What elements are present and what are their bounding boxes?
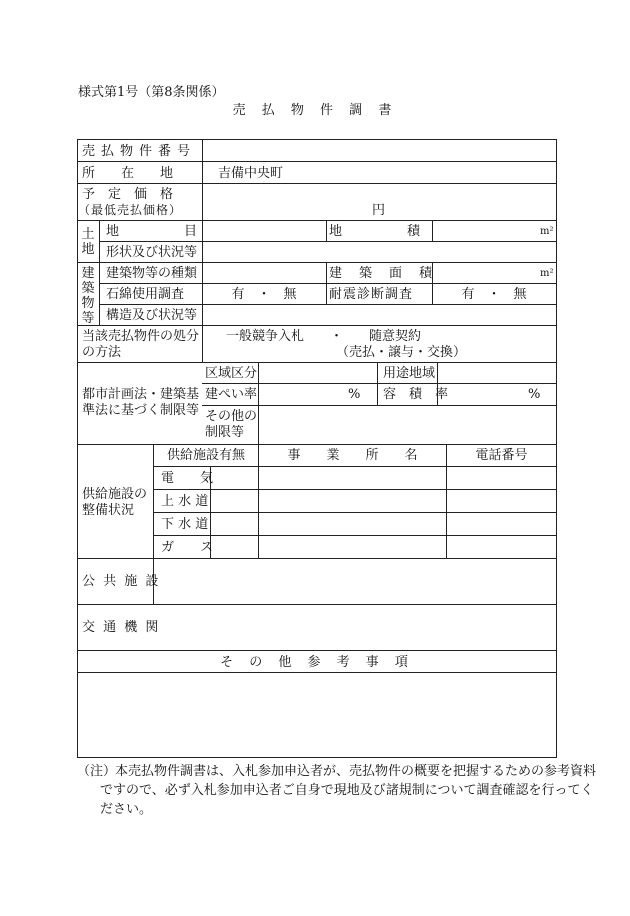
land-area-unit: m² [540,226,554,237]
form-number: 様式第1号（第8条関係） [78,85,225,100]
water-label: 上 水 道 [161,494,209,509]
supply-header-phone: 電話番号 [475,448,528,463]
far-label: 容 積 率 [383,387,449,402]
building-area-label: 建 築 面 積 [329,266,435,281]
supply-label-sub: 整備状況 [82,503,135,518]
other-notes-field[interactable] [80,676,554,754]
footnote-marker: （注） [77,764,117,779]
price-unit: 円 [372,203,386,218]
property-number-field[interactable] [204,144,554,159]
building-area-unit: m² [540,268,554,279]
other-limits-label: その他の [205,409,258,424]
land-section-label: 土地 [81,227,95,257]
zone-label: 区域区分 [205,366,258,381]
document-title: 売 払 物 件 調 書 [232,103,398,118]
seismic-choice[interactable]: 有 ・ 無 [461,287,527,302]
footnote-line-1: 本売払物件調書は、入札参加申込者が、売払物件の概要を把握するための参考資料 [115,764,597,779]
other-limits-label-sub: 制限等 [205,425,245,440]
building-section-label: 建築物等 [81,266,95,326]
land-area-label: 地 積 [329,224,421,239]
price-label: 予 定 価 格 [82,187,174,202]
footnote-line-2: ですので、必ず入札参加申込者ご自身で現地及び諸規制について調査確認を行ってく [100,783,594,798]
public-facilities-label: 公 共 施 設 [82,574,161,589]
coverage-unit: % [348,387,361,402]
property-number-label: 売払物件番号 [82,144,197,159]
sewer-label: 下 水 道 [161,517,209,532]
supply-header-presence: 供給施設有無 [167,448,246,463]
coverage-label: 建ぺい率 [205,387,258,402]
transport-label: 交 通 機 関 [82,620,161,635]
footnote-line-3: ださい。 [100,802,153,817]
supply-label: 供給施設の [82,487,148,502]
asbestos-choice[interactable]: 有 ・ 無 [231,287,297,302]
price-label-sub: （最低売払価格） [78,203,183,217]
city-plan-label-sub: 準法に基づく制限等 [82,403,200,418]
seismic-label: 耐震診断調査 [329,287,414,302]
land-shape-label: 形状及び状況等 [106,245,198,260]
disposal-method-options[interactable]: 一般競争入札 ・ 随意契約 [226,329,422,344]
location-value[interactable]: 吉備中央町 [218,166,284,181]
disposal-method-label: 当該売払物件の処分 [82,329,200,344]
electricity-label: 電 気 [161,471,214,486]
supply-header-office: 事 業 所 名 [287,448,418,463]
use-zone-label: 用途地域 [383,366,436,381]
disposal-method-suboptions[interactable]: （売払・譲与・交換） [336,345,467,360]
building-type-label: 建築物等の種類 [106,266,198,281]
asbestos-label: 石綿使用調査 [106,287,185,302]
far-unit: % [528,387,541,402]
city-plan-label: 都市計画法・建築基 [82,387,200,402]
structure-label: 構造及び状況等 [106,308,198,323]
location-label: 所 在 地 [82,166,174,181]
disposal-method-label-sub: の方法 [82,345,122,360]
other-notes-header: そ の 他 参 考 事 項 [220,655,414,670]
gas-label: ガ ス [161,540,214,555]
land-category-label: 地 目 [106,224,198,239]
